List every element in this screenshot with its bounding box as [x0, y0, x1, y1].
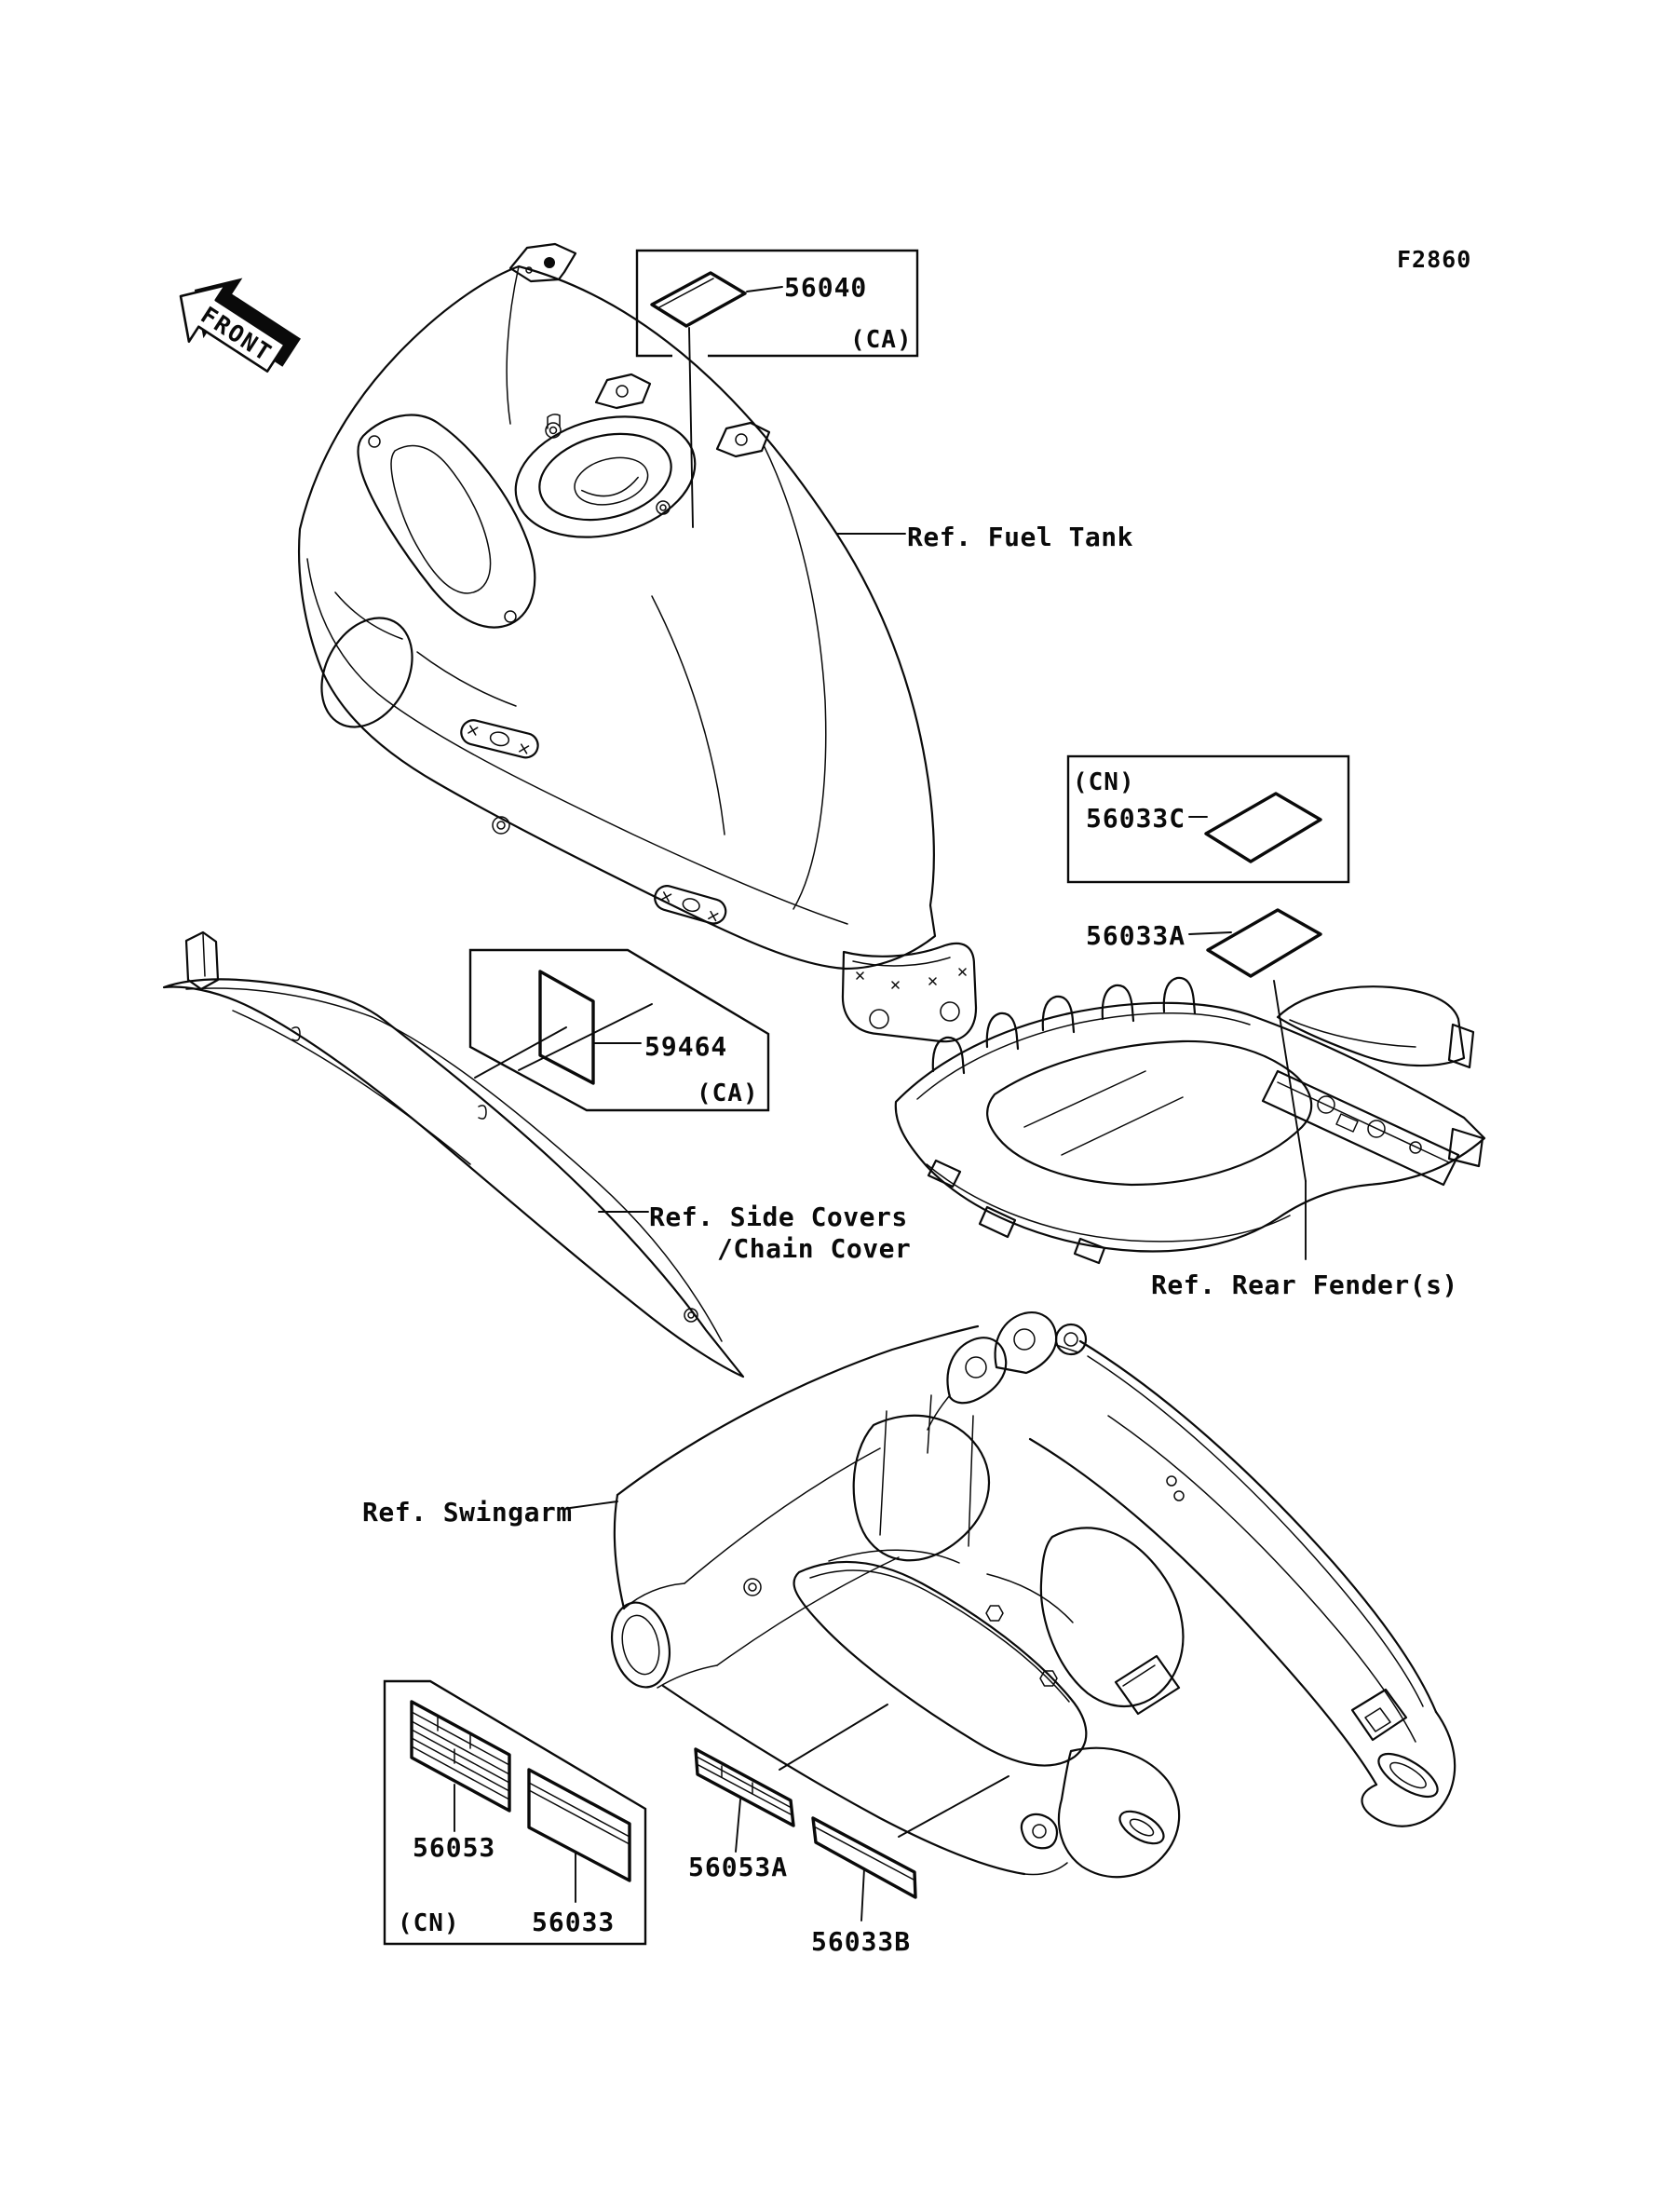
rear-fender-drawing — [896, 978, 1484, 1263]
part-number-56033: 56033 — [532, 1907, 616, 1937]
part-number-56040: 56040 — [784, 272, 868, 303]
ref-swingarm-label: Ref. Swingarm — [362, 1497, 573, 1528]
part-number-56033c: 56033C — [1086, 803, 1186, 834]
leader-56053a-to-swingarm — [779, 1704, 887, 1770]
label-sticker-56033c — [1206, 794, 1321, 862]
market-code-ca-top: (CA) — [850, 326, 913, 354]
ref-side-covers-line2: /Chain Cover — [717, 1233, 912, 1264]
ref-swingarm — [362, 1497, 617, 1528]
ref-fuel-tank — [837, 522, 1133, 552]
callout-box-56040 — [637, 251, 917, 527]
front-arrow-label: FRONT — [196, 301, 278, 368]
callout-56053a — [688, 1749, 793, 1882]
market-code-cn-bottom: (CN) — [398, 1909, 460, 1937]
side-cover-drawing — [164, 932, 743, 1377]
label-sticker-56053 — [412, 1702, 509, 1811]
leader-56033b-to-swingarm — [899, 1776, 1009, 1837]
figure-code: F2860 — [1397, 246, 1472, 273]
part-number-56053: 56053 — [413, 1832, 496, 1863]
part-number-59464: 59464 — [644, 1031, 728, 1062]
part-number-56053a: 56053A — [688, 1852, 789, 1882]
fuel-tank-drawing — [299, 244, 976, 1041]
fuel-filler-cap — [503, 399, 708, 555]
market-code-ca-mid: (CA) — [697, 1080, 759, 1107]
part-number-56033a: 56033A — [1086, 920, 1186, 951]
ref-rear-fender-label: Ref. Rear Fender(s) — [1151, 1270, 1458, 1300]
callout-box-56053-56033 — [385, 1681, 645, 1944]
callout-56033b — [811, 1818, 915, 1957]
part-number-56033b: 56033B — [811, 1926, 912, 1957]
tank-tab-rear — [652, 883, 728, 926]
ref-rear-fender — [1151, 1181, 1458, 1300]
label-sticker-56033b — [813, 1818, 915, 1897]
ref-side-covers-line1: Ref. Side Covers — [649, 1202, 908, 1232]
ref-fuel-tank-label: Ref. Fuel Tank — [907, 522, 1134, 552]
label-sticker-56033a — [1208, 910, 1321, 976]
label-sticker-56040 — [652, 273, 745, 326]
callout-box-56033c — [1068, 756, 1348, 882]
market-code-cn-top: (CN) — [1073, 768, 1135, 796]
label-sticker-56033 — [529, 1770, 630, 1881]
front-arrow-icon — [162, 257, 309, 391]
callout-box-59464 — [470, 950, 768, 1110]
